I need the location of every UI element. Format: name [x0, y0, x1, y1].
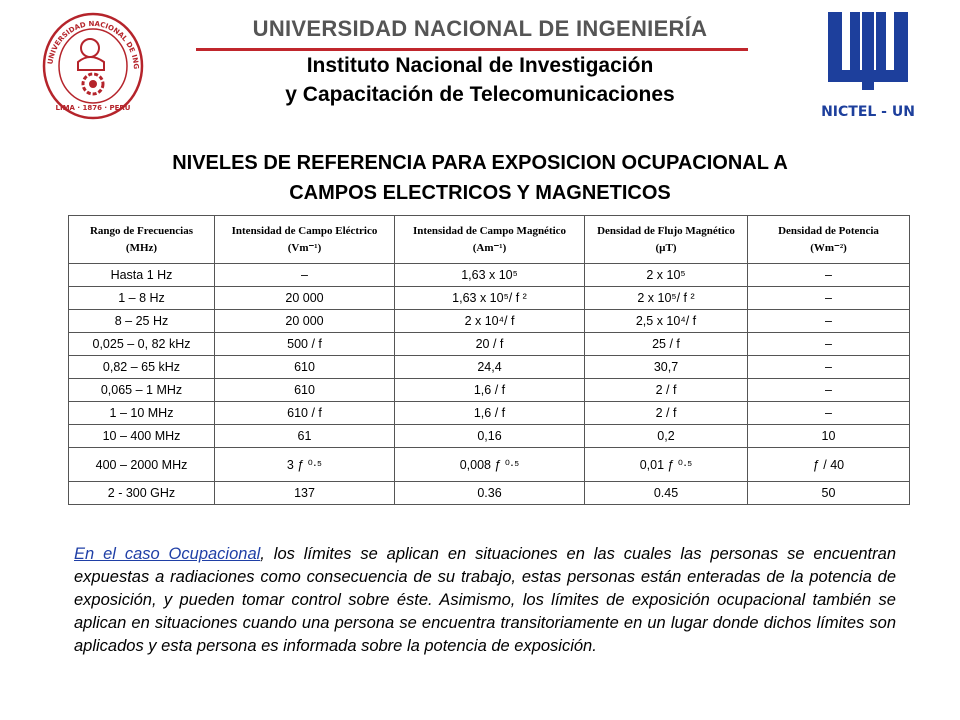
- table-cell: 20 000: [215, 310, 395, 333]
- table-cell: –: [748, 402, 910, 425]
- table-cell: 2 x 10⁵/ f ²: [585, 287, 748, 310]
- table-header-row: [69, 216, 910, 264]
- table-cell: 610: [215, 356, 395, 379]
- table-cell: 30,7: [585, 356, 748, 379]
- table-cell: 10 – 400 MHz: [69, 425, 215, 448]
- table-row: [69, 402, 910, 425]
- table-cell: 20 / f: [395, 333, 585, 356]
- column-header-title: Intensidad de Campo Magnético: [412, 224, 567, 237]
- table-row: [69, 356, 910, 379]
- table-row: [69, 310, 910, 333]
- svg-text:UNIVERSIDAD NACIONAL DE INGENI: UNIVERSIDAD NACIONAL DE ING: [46, 19, 141, 70]
- table-row: [69, 264, 910, 287]
- table-cell: Hasta 1 Hz: [69, 264, 215, 287]
- table-cell: 8 – 25 Hz: [69, 310, 215, 333]
- table-cell: –: [748, 310, 910, 333]
- institute-name-line2: y Capacitación de Telecomunicaciones: [285, 83, 675, 106]
- table-row: [69, 333, 910, 356]
- svg-text:INICTEL - UNI: INICTEL - UNI: [820, 104, 916, 120]
- column-header: [748, 216, 910, 264]
- occupational-note-paragraph: [74, 543, 896, 658]
- table-cell: 3 ƒ ⁰·⁵: [215, 448, 395, 482]
- table-cell: –: [215, 264, 395, 287]
- table-cell: 61: [215, 425, 395, 448]
- table-cell: 24,4: [395, 356, 585, 379]
- table-cell: 500 / f: [215, 333, 395, 356]
- table-cell: 400 – 2000 MHz: [69, 448, 215, 482]
- table-row: [69, 448, 910, 482]
- exposure-limits-table: [68, 215, 910, 505]
- table-cell: 1 – 10 MHz: [69, 402, 215, 425]
- table-cell: 137: [215, 482, 395, 505]
- table-cell: 0,025 – 0, 82 kHz: [69, 333, 215, 356]
- column-header-title: Densidad de Potencia: [778, 224, 879, 237]
- table-cell: 2 x 10⁵: [585, 264, 748, 287]
- table-cell: 1,6 / f: [395, 379, 585, 402]
- table-row: [69, 425, 910, 448]
- column-header: [215, 216, 395, 264]
- section-title-line2: CAMPOS ELECTRICOS Y MAGNETICOS: [289, 182, 671, 204]
- table-cell: 610: [215, 379, 395, 402]
- column-header: [395, 216, 585, 264]
- column-header-title: Densidad de Flujo Magnético: [597, 224, 735, 237]
- table-cell: ƒ / 40: [748, 448, 910, 482]
- university-title: UNIVERSIDAD NACIONAL DE INGENIERÍA: [252, 16, 708, 41]
- table-cell: 1,63 x 10⁵: [395, 264, 585, 287]
- table-cell: –: [748, 356, 910, 379]
- table-cell: 0,065 – 1 MHz: [69, 379, 215, 402]
- column-header-unit: (Am⁻¹): [472, 241, 507, 254]
- table-cell: 0,16: [395, 425, 585, 448]
- table-cell: 1 – 8 Hz: [69, 287, 215, 310]
- paragraph-body: , los límites se aplican en situaciones en las cuales las personas se encuentran expuestas a radiaciones como consecuencia de su trabajo, estas personas están enteradas de la potencia de exposición, y pueden tomar control sobre éste. Asimismo, los límites de exposición ocupacional también se aplican en situaciones cuando una persona se encuentra transitoriamente en un lugar donde dichos límites son aplicados y esta persona es informada sobre la potencia de exposición.: [74, 544, 896, 655]
- column-header-title: Intensidad de Campo Eléctrico: [231, 224, 378, 237]
- table-cell: 50: [748, 482, 910, 505]
- inictel-logo-icon: [820, 8, 916, 126]
- column-header-title: Rango de Frecuencias: [89, 224, 194, 237]
- column-header-unit: (Wm⁻²): [810, 241, 847, 254]
- table-cell: 2 / f: [585, 379, 748, 402]
- table-cell: 0,008 ƒ ⁰·⁵: [395, 448, 585, 482]
- table-cell: –: [748, 333, 910, 356]
- table-cell: 2,5 x 10⁴/ f: [585, 310, 748, 333]
- institute-name-line1: Instituto Nacional de Investigación: [306, 54, 654, 77]
- table-cell: –: [748, 287, 910, 310]
- column-header-unit: (µT): [655, 241, 677, 254]
- column-header: [69, 216, 215, 264]
- column-header: [585, 216, 748, 264]
- table-row: [69, 379, 910, 402]
- section-title: [80, 148, 880, 208]
- table-cell: –: [748, 264, 910, 287]
- table-cell: 0.36: [395, 482, 585, 505]
- title-underline: [196, 48, 748, 51]
- table-cell: 0,2: [585, 425, 748, 448]
- table-cell: 2 / f: [585, 402, 748, 425]
- table-row: [69, 287, 910, 310]
- table-cell: 2 - 300 GHz: [69, 482, 215, 505]
- table-cell: 25 / f: [585, 333, 748, 356]
- table-cell: 0,82 – 65 kHz: [69, 356, 215, 379]
- table-cell: 0,01 ƒ ⁰·⁵: [585, 448, 748, 482]
- svg-text:LIMA · 1876 · PERU: LIMA · 1876 · PERU: [55, 104, 131, 112]
- table-cell: 1,6 / f: [395, 402, 585, 425]
- paragraph-lead: En el caso Ocupacional: [74, 544, 261, 563]
- table-cell: 10: [748, 425, 910, 448]
- table-cell: 20 000: [215, 287, 395, 310]
- table-cell: 1,63 x 10⁵/ f ²: [395, 287, 585, 310]
- table-cell: 2 x 10⁴/ f: [395, 310, 585, 333]
- table-row: [69, 482, 910, 505]
- table-cell: –: [748, 379, 910, 402]
- uni-seal-icon: [42, 12, 144, 120]
- section-title-line1: NIVELES DE REFERENCIA PARA EXPOSICION OCUPACIONAL A: [172, 152, 788, 174]
- table-cell: 0.45: [585, 482, 748, 505]
- table-cell: 610 / f: [215, 402, 395, 425]
- column-header-unit: (Vm⁻¹): [287, 241, 322, 254]
- column-header-unit: (MHz): [125, 241, 158, 254]
